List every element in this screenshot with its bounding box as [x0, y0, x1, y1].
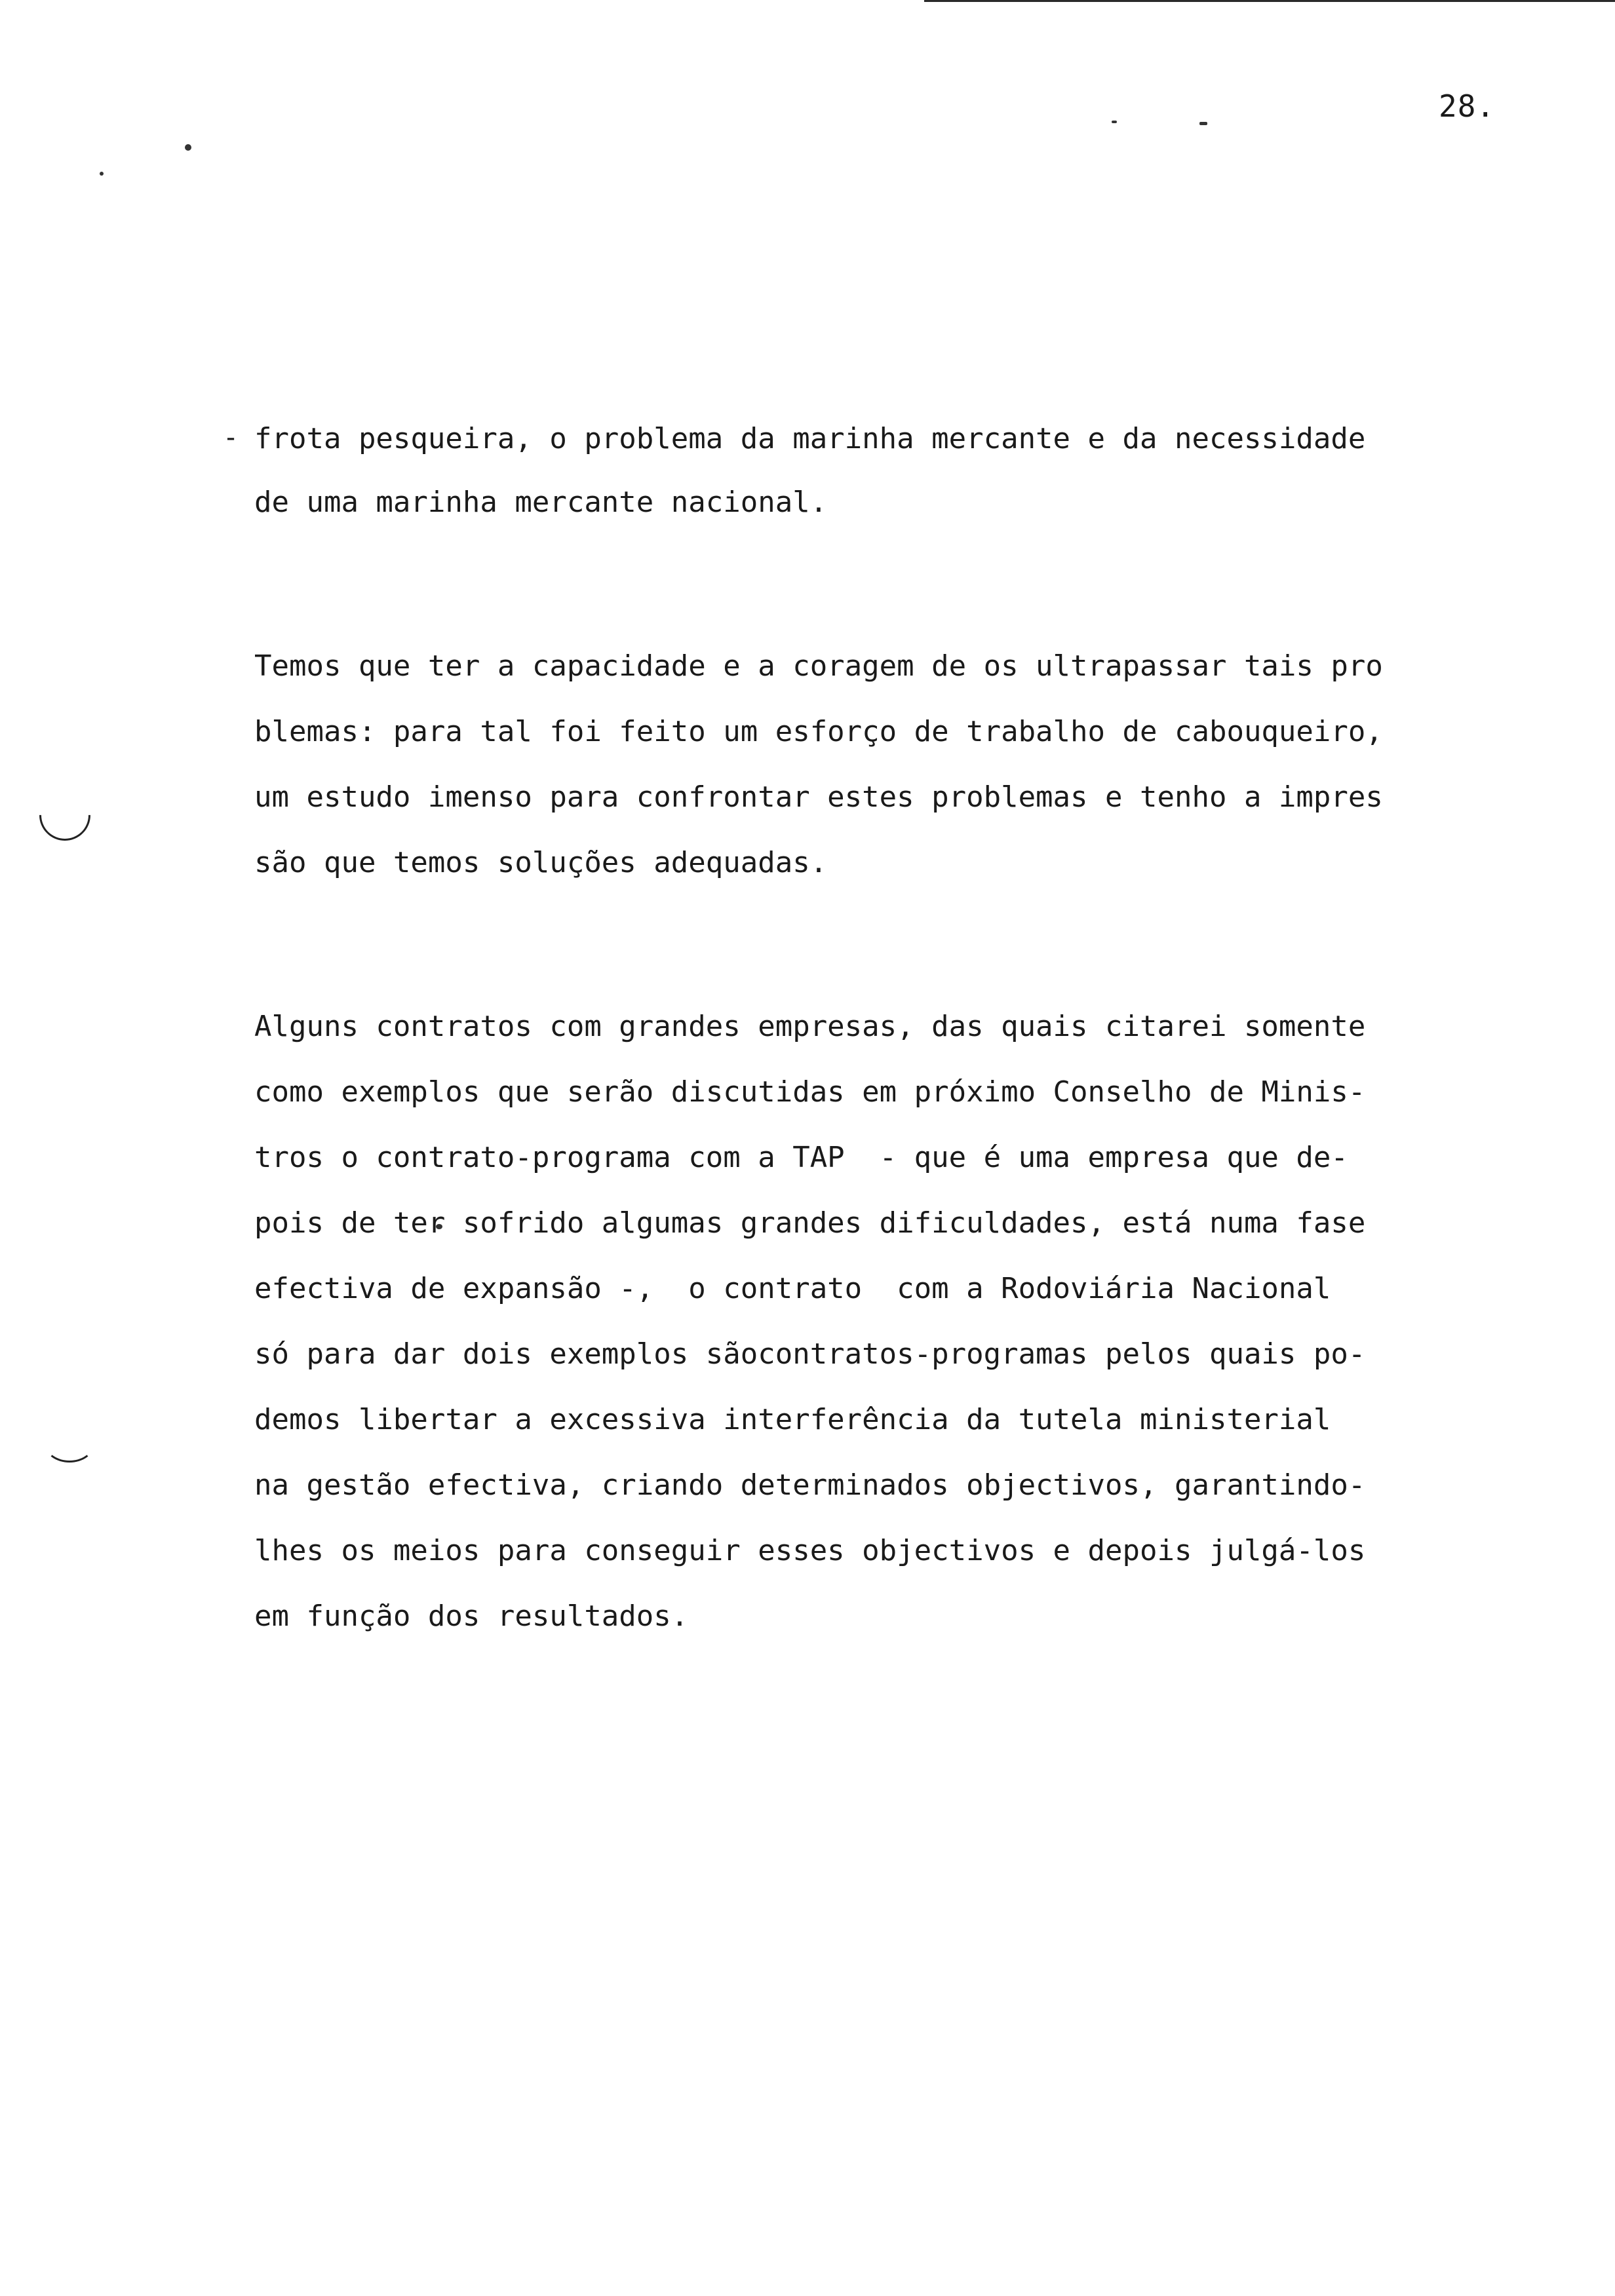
scan-speck — [185, 144, 191, 151]
text-line: blemas: para tal foi feito um esforço de trabalho de cabouqueiro, — [254, 715, 1383, 748]
text-line: tros o contrato-programa com a TAP - que é uma empresa que de- — [254, 1141, 1348, 1174]
text-line: são que temos soluções adequadas. — [254, 846, 828, 879]
punch-hole-mark — [45, 1426, 94, 1463]
text-line: como exemplos que serão discutidas em próximo Conselho de Minis- — [254, 1075, 1366, 1109]
text-line: de uma marinha mercante nacional. — [254, 486, 828, 519]
top-edge-rule — [924, 0, 1615, 2]
text-line: frota pesqueira, o problema da marinha mercante e da necessidade — [254, 422, 1366, 455]
punch-hole-mark — [29, 779, 101, 851]
scan-speck — [1112, 121, 1117, 123]
text-line: efectiva de expansão -, o contrato com a Rodoviária Nacional — [254, 1272, 1331, 1305]
scan-speck — [1199, 122, 1207, 125]
text-line: um estudo imenso para confrontar estes problemas e tenho a impres — [254, 780, 1383, 814]
text-line: em função dos resultados. — [254, 1599, 689, 1633]
text-line: demos libertar a excessiva interferência da tutela ministerial — [254, 1403, 1331, 1436]
page-number: 28. — [1439, 88, 1496, 124]
scan-speck — [100, 172, 104, 176]
text-line: pois de ter sofrido algumas grandes dificuldades, está numa fase — [254, 1206, 1366, 1240]
text-line: na gestão efectiva, criando determinados objectivos, garantindo- — [254, 1468, 1366, 1502]
text-line: lhes os meios para conseguir esses objectivos e depois julgá-los — [254, 1534, 1366, 1567]
text-line: Temos que ter a capacidade e a coragem de os ultrapassar tais pro — [254, 649, 1383, 683]
leading-dash-mark: - — [223, 423, 239, 453]
text-line: só para dar dois exemplos sãocontratos-programas pelos quais po- — [254, 1337, 1366, 1371]
text-line: Alguns contratos com grandes empresas, das quais citarei somente — [254, 1010, 1366, 1043]
